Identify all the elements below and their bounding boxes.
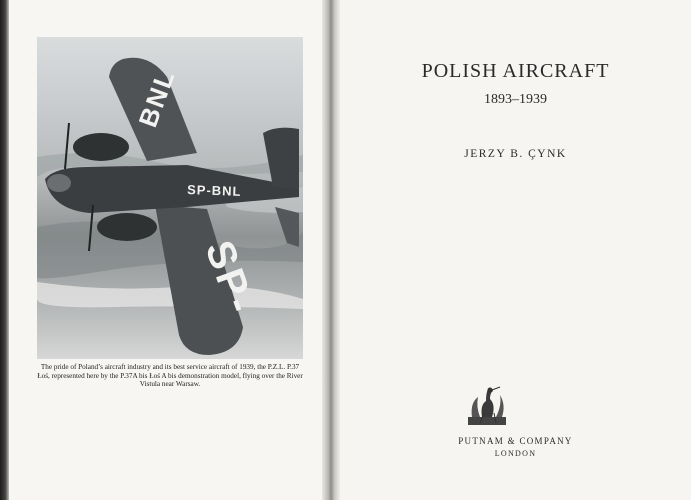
lower-wing-marking: SP- — [196, 235, 264, 322]
photo-caption: The pride of Poland’s aircraft industry and its best service aircraft of 1939, the P.Z.L. P.37 Łoś, represented here by the P.37A bis Łoś A bis demonstration model, flying over the River Vistula near Warsaw. — [37, 363, 303, 389]
publisher-name: PUTNAM & COMPANY — [458, 436, 573, 446]
book-author: JERZY B. ÇYNK — [464, 148, 567, 160]
book-title: POLISH AIRCRAFT — [421, 60, 610, 82]
book-gutter — [322, 0, 340, 500]
upper-wing-marking: BNL — [132, 64, 181, 132]
book-edge — [0, 0, 9, 500]
frontispiece-photo — [37, 37, 303, 359]
publisher-city: LONDON — [494, 449, 537, 458]
publisher-logo — [466, 383, 508, 427]
fuselage-marking: SP-BNL — [186, 182, 242, 199]
book-years: 1893–1939 — [484, 92, 547, 107]
